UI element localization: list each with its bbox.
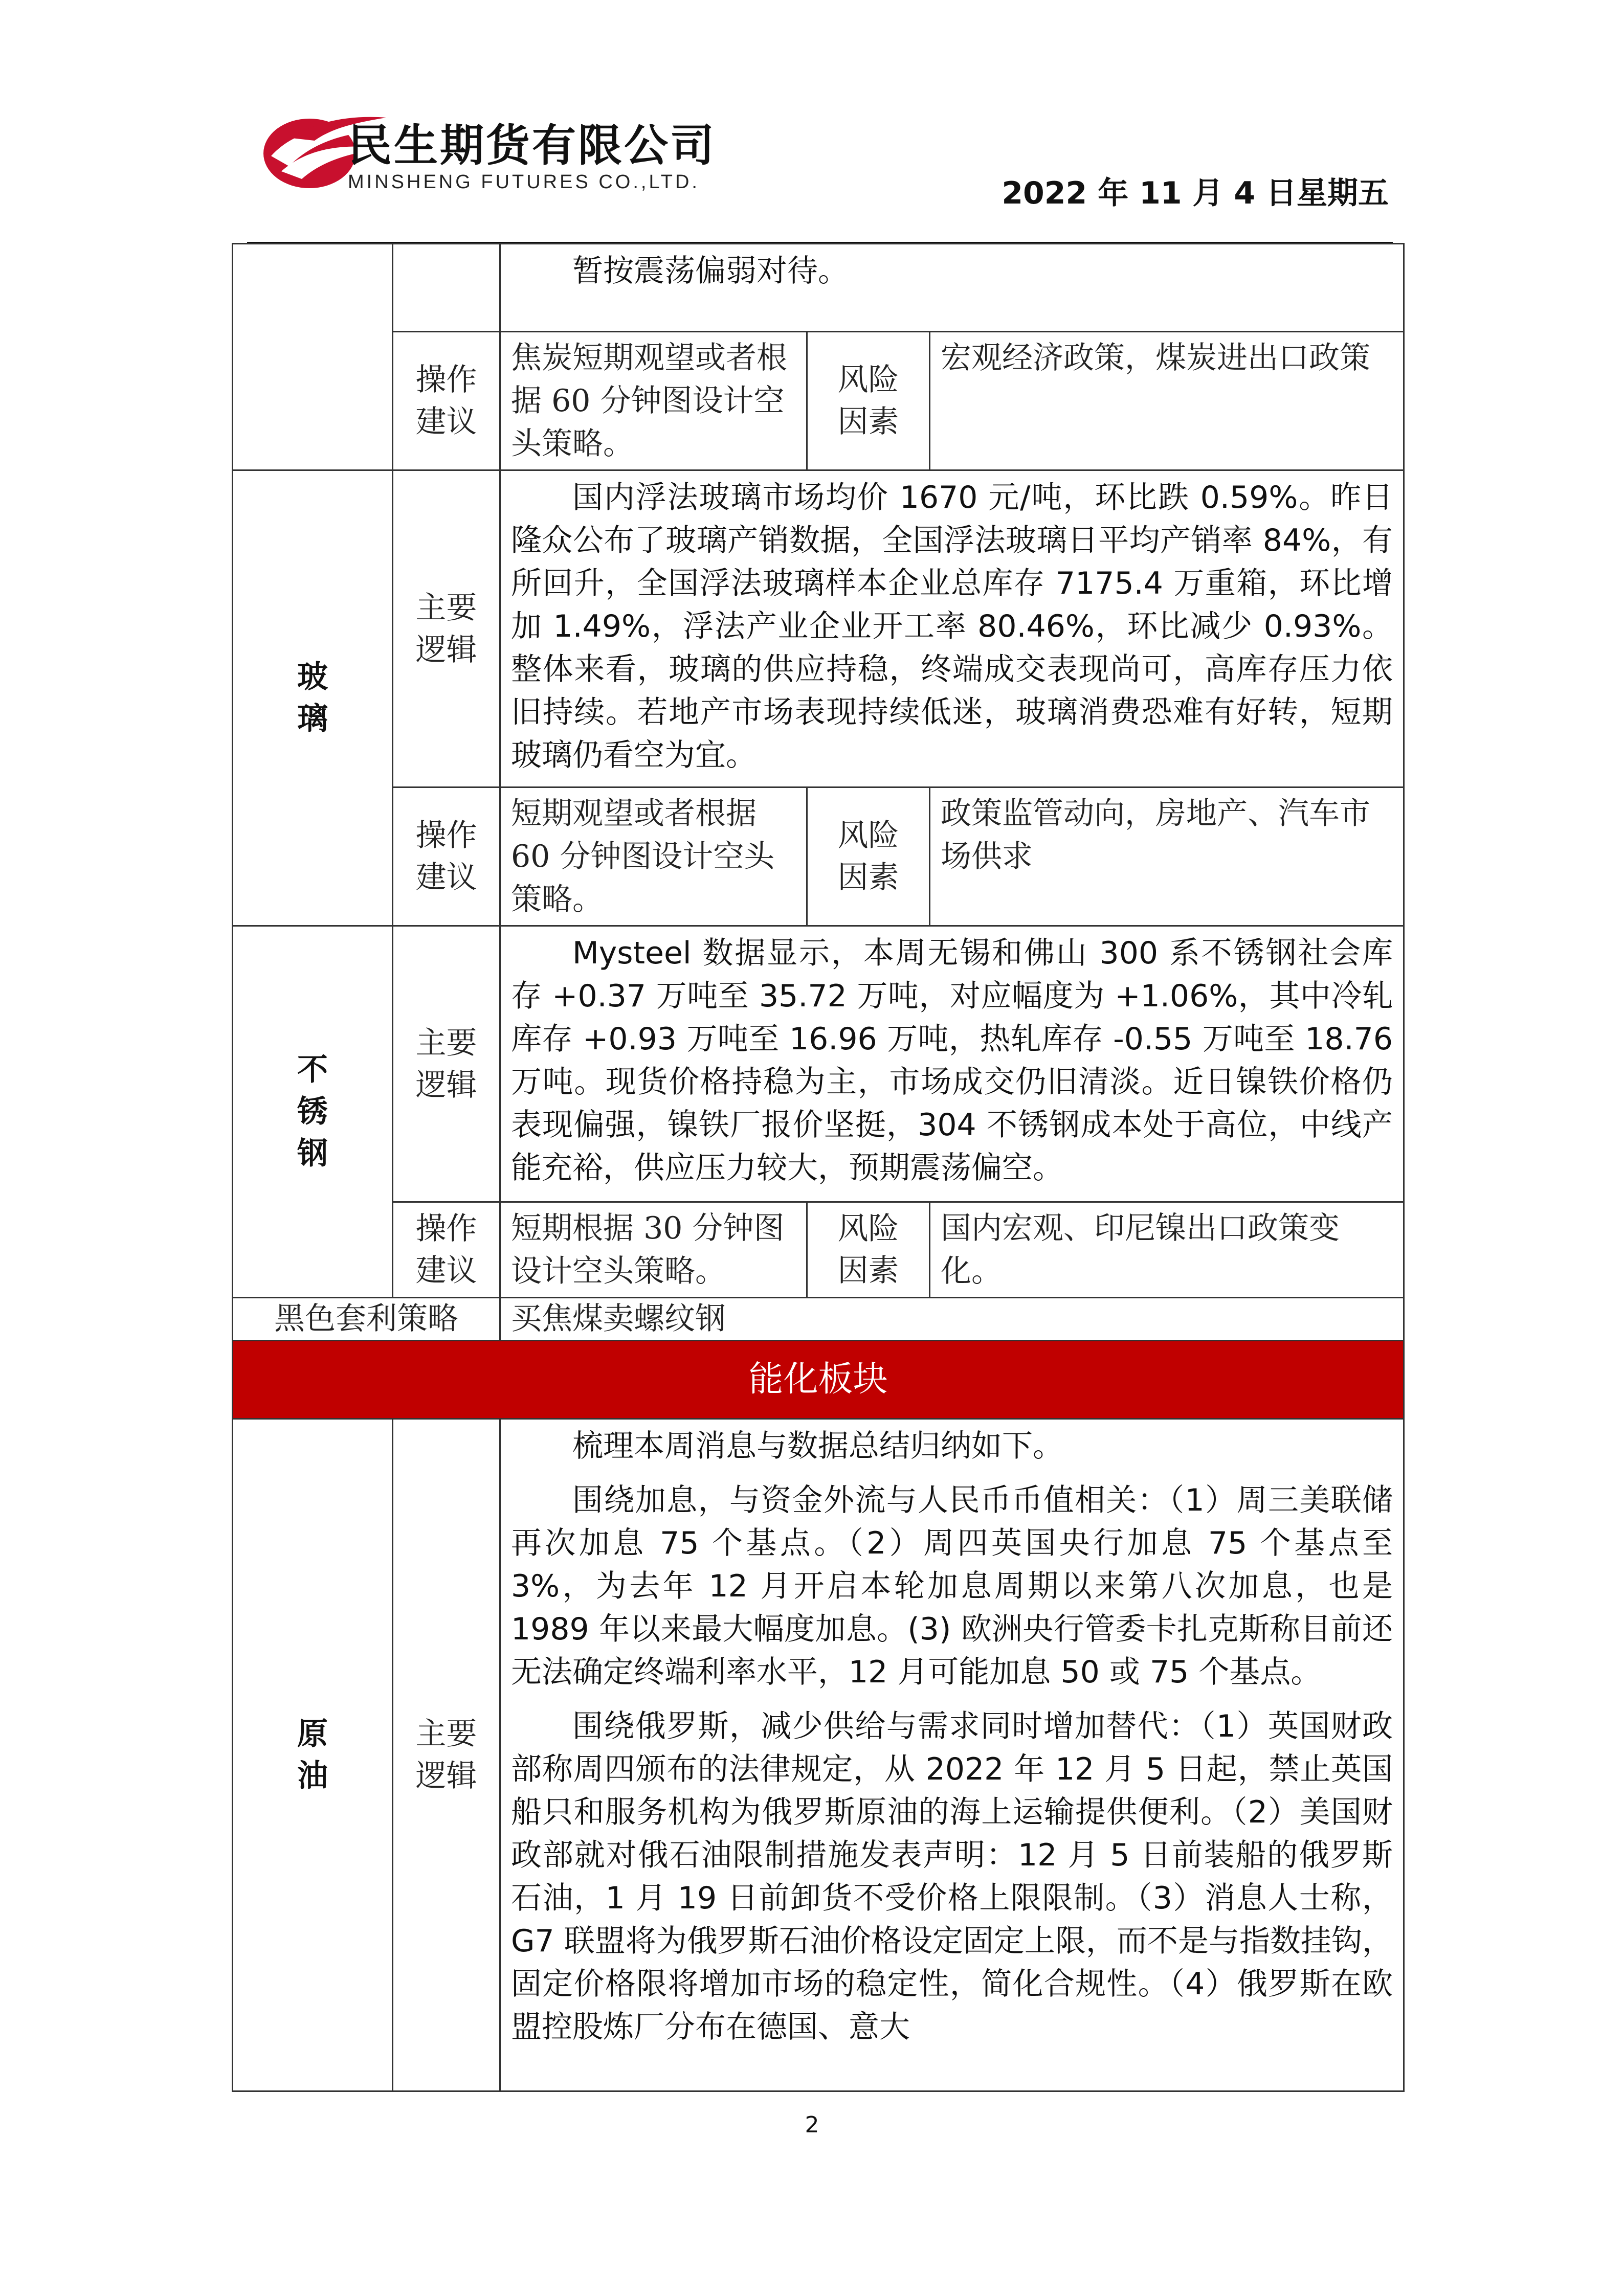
- arbitrage-text: 买焦煤卖螺纹钢: [500, 1298, 1404, 1341]
- crude-paragraph: 围绕俄罗斯，减少供给与需求同时增加替代：（1）英国财政部称周四颁布的法律规定，从 2022 年 12 月 5 日起，禁止英国船只和服务机构为俄罗斯原油的海上运输提供便利。（2）美国财政部就对俄石油限制措施发表声明：12 月 5 日前装船的俄罗斯石油，1 月 19 日前卸货不受价格上限限制。（3）消息人士称，G7 联盟将为俄罗斯石油价格设定固定上限，而不是与指数挂钩，固定价格限将增加市场的稳定性，简化合规性。（4）俄罗斯在欧盟控股炼厂分布在德国、意大: [511, 1708, 1393, 2045]
- coke-op-text: 焦炭短期观望或者根据 60 分钟图设计空头策略。: [500, 332, 807, 470]
- glass-logic-row: [233, 470, 1404, 787]
- stainless-category: 不 锈 钢: [233, 926, 393, 1298]
- glass-op-text: 短期观望或者根据 60 分钟图设计空头策略。: [500, 787, 807, 926]
- stainless-logic-label: 主要 逻辑: [393, 926, 500, 1202]
- glass-category: 玻 璃: [233, 470, 393, 926]
- glass-logic-text: [500, 470, 1404, 787]
- coke-op-label: 操作 建议: [393, 332, 500, 470]
- coke-category-cell: [233, 244, 393, 470]
- stainless-risk-text: 国内宏观、印尼镍出口政策变化。: [930, 1202, 1404, 1298]
- crude-category: 原 油: [233, 1419, 393, 2091]
- arbitrage-label: 黑色套利策略: [233, 1298, 500, 1341]
- coke-risk-label: 风险 因素: [807, 332, 930, 470]
- crude-logic-row: [233, 1419, 1404, 2091]
- energy-section-title: 能化板块: [233, 1341, 1404, 1419]
- strategy-table: [232, 243, 1405, 2092]
- glass-op-row: [233, 787, 1404, 926]
- coke-logic-paragraph: 暂按震荡偏弱对待。: [572, 253, 849, 289]
- company-name-en: MINSHENG FUTURES CO.,LTD.: [348, 171, 700, 193]
- glass-op-label: 操作 建议: [393, 787, 500, 926]
- arbitrage-row: [233, 1298, 1404, 1341]
- stainless-op-row: [233, 1202, 1404, 1298]
- coke-logic-label-cell: [393, 244, 500, 332]
- glass-logic-paragraph: 国内浮法玻璃市场均价 1670 元/吨，环比跌 0.59%。昨日隆众公布了玻璃产销数据，全国浮法玻璃日平均产销率 84%，有所回升，全国浮法玻璃样本企业总库存 7175.4 万重箱，环比增加 1.49%，浮法产业企业开工率 80.46%，环比减少 0.93%。整体来看，玻璃的供应持稳，终端成交表现尚可，高库存压力依旧持续。若地产市场表现持续低迷，玻璃消费恐难有好转，短期玻璃仍看空为宜。: [511, 480, 1393, 773]
- crude-logic-label: 主要 逻辑: [393, 1419, 500, 2091]
- crude-paragraph: 围绕加息，与资金外流与人民币币值相关：（1）周三美联储再次加息 75 个基点。（2）周四英国央行加息 75 个基点至 3%，为去年 12 月开启本轮加息周期以来第八次加息，也是 1989 年以来最大幅度加息。(3) 欧洲央行管委卡扎克斯称目前还无法确定终端利率水平，12 月可能加息 50 或 75 个基点。: [511, 1482, 1393, 1690]
- company-name-cn: 民生期货有限公司: [348, 120, 716, 171]
- coke-logic-row: [233, 244, 1404, 332]
- report-date: 2022 年 11 月 4 日星期五: [1002, 175, 1389, 211]
- stainless-logic-paragraph: Mysteel 数据显示，本周无锡和佛山 300 系不锈钢社会库存 +0.37 万吨至 35.72 万吨，对应幅度为 +1.06%，其中冷轧库存 +0.93 万吨至 16.96 万吨，热轧库存 -0.55 万吨至 18.76 万吨。现货价格持稳为主，市场成交仍旧清淡。近日镍铁价格仍表现偏强，镍铁厂报价坚挺，304 不锈钢成本处于高位，中线产能充裕，供应压力较大，预期震荡偏空。: [511, 935, 1393, 1186]
- glass-risk-text: 政策监管动向，房地产、汽车市场供求: [930, 787, 1404, 926]
- crude-logic-text: [500, 1419, 1404, 2091]
- glass-logic-label: 主要 逻辑: [393, 470, 500, 787]
- stainless-logic-row: [233, 926, 1404, 1202]
- page-number: 2: [805, 2112, 819, 2138]
- coke-logic-text: [500, 244, 1404, 332]
- page-header: [0, 0, 1624, 245]
- stainless-op-label: 操作 建议: [393, 1202, 500, 1298]
- stainless-op-text: 短期根据 30 分钟图设计空头策略。: [500, 1202, 807, 1298]
- stainless-logic-text: [500, 926, 1404, 1202]
- energy-section-row: [233, 1341, 1404, 1419]
- coke-risk-text: 宏观经济政策，煤炭进出口政策: [930, 332, 1404, 470]
- crude-paragraph: 梳理本周消息与数据总结归纳如下。: [572, 1428, 1063, 1464]
- glass-risk-label: 风险 因素: [807, 787, 930, 926]
- stainless-risk-label: 风险 因素: [807, 1202, 930, 1298]
- coke-op-row: [233, 332, 1404, 470]
